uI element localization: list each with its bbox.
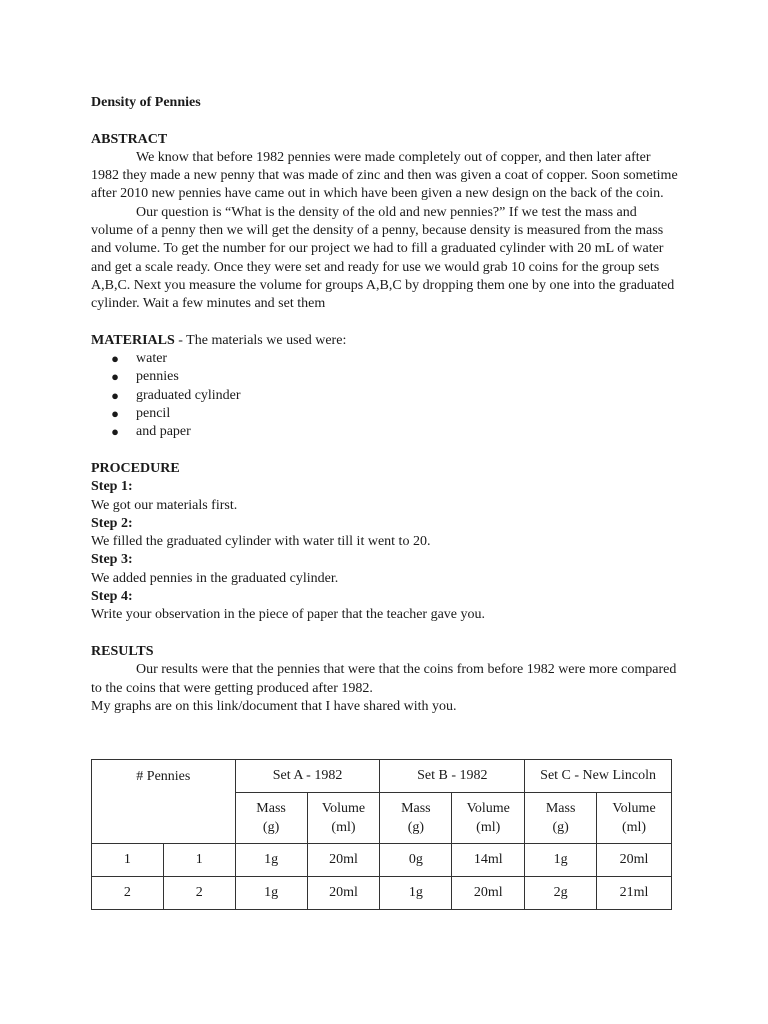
- abstract-paragraph-2: Our question is “What is the density of the old and new pennies?” If we test the mass and volume of a penny then we will get the density of a penny, because density is measured from the mass and volume. To get the number for our project we had to fill a graduated cylinder with 20 mL of water and get a scale ready. Once they were set and ready for use we would grab 10 coins for the group sets A,B,C. Next you measure the volume for groups A,B,C by dropping them one by one into the graduated cylinder. Wait a few minutes and set them: [91, 204, 675, 312]
- set-a-header: Set A - 1982: [235, 760, 380, 793]
- table-cell: 20ml: [597, 844, 672, 877]
- step-text: We got our materials first.: [91, 497, 238, 513]
- step-text: We filled the graduated cylinder with water till it went to 20.: [91, 534, 431, 550]
- table-cell: 20ml: [452, 877, 525, 910]
- spacer: [91, 112, 681, 130]
- pennies-column-header: # Pennies: [92, 760, 236, 844]
- results-table: [91, 759, 672, 910]
- materials-line: [91, 332, 681, 350]
- table-row: [92, 877, 672, 910]
- material-label: and paper: [136, 424, 191, 440]
- table-cell: 1g: [525, 844, 597, 877]
- abstract-paragraph-1: We know that before 1982 pennies were made completely out of copper, and then later after 1982 they made a new penny that was made of zinc and then was given a coat of copper. Soon sometime after 2010 new pennies have came out in which have been given a new design on the back of the coin.: [91, 149, 678, 202]
- spacer: [91, 314, 681, 332]
- spacer: [91, 625, 681, 643]
- bullet-icon: ●: [111, 424, 119, 440]
- volume-unit: (ml): [621, 820, 647, 835]
- mass-unit: (g): [552, 820, 569, 835]
- table-cell: 2: [163, 877, 235, 910]
- table-cell: 1g: [235, 877, 307, 910]
- list-item: [111, 405, 681, 423]
- abstract-heading: ABSTRACT: [91, 131, 168, 147]
- table-cell: 1g: [380, 877, 452, 910]
- volume-header: [597, 793, 672, 844]
- table-cell: 20ml: [307, 844, 380, 877]
- volume-header: [307, 793, 380, 844]
- results-heading: RESULTS: [91, 643, 154, 659]
- results-paragraph-1: Our results were that the pennies that were that the coins from before 1982 were more compared to the coins that were getting produced after 1982.: [91, 662, 677, 696]
- step-label: Step 4:: [91, 589, 133, 605]
- step-text: Write your observation in the piece of paper that the teacher gave you.: [91, 607, 485, 623]
- materials-intro: - The materials we used were:: [174, 332, 347, 348]
- material-label: water: [136, 351, 168, 367]
- step-label: Step 1:: [91, 479, 133, 495]
- mass-label: Mass: [256, 801, 286, 816]
- table-cell: 21ml: [597, 877, 672, 910]
- table-header-row: [92, 760, 672, 793]
- document-body: [91, 94, 681, 716]
- material-label: graduated cylinder: [136, 387, 241, 403]
- mass-header: [525, 793, 597, 844]
- table-cell: 1g: [235, 844, 307, 877]
- list-item: [111, 368, 681, 386]
- material-label: pennies: [136, 369, 179, 385]
- volume-label: Volume: [612, 801, 656, 816]
- results-paragraph-2: My graphs are on this link/document that I have shared with you.: [91, 698, 457, 714]
- list-item: [111, 387, 681, 405]
- volume-header: [452, 793, 525, 844]
- bullet-icon: ●: [111, 387, 119, 403]
- table-cell: 14ml: [452, 844, 525, 877]
- volume-unit: (ml): [476, 820, 501, 835]
- table-cell: 1: [92, 844, 164, 877]
- step-label: Step 3:: [91, 552, 133, 568]
- materials-list: [91, 350, 681, 441]
- bullet-icon: ●: [111, 369, 119, 385]
- table-row: [92, 844, 672, 877]
- table-cell: 2g: [525, 877, 597, 910]
- table-cell: 0g: [380, 844, 452, 877]
- table-cell: 2: [92, 877, 164, 910]
- volume-label: Volume: [321, 801, 366, 816]
- materials-heading: MATERIALS: [91, 332, 175, 348]
- set-b-header: Set B - 1982: [380, 760, 525, 793]
- mass-unit: (g): [407, 820, 425, 835]
- list-item: [111, 423, 681, 441]
- mass-header: [380, 793, 452, 844]
- step-text: We added pennies in the graduated cylinder.: [91, 570, 339, 586]
- mass-label: Mass: [401, 801, 431, 816]
- volume-unit: (ml): [331, 820, 356, 835]
- list-item: [111, 350, 681, 368]
- mass-header: [235, 793, 307, 844]
- mass-unit: (g): [262, 820, 280, 835]
- bullet-icon: ●: [111, 351, 119, 367]
- table-cell: 20ml: [307, 877, 380, 910]
- material-label: pencil: [136, 406, 171, 422]
- table-cell: 1: [163, 844, 235, 877]
- document-title: Density of Pennies: [91, 95, 201, 110]
- set-c-header: Set C - New Lincoln: [525, 760, 672, 793]
- spacer: [91, 442, 681, 460]
- bullet-icon: ●: [111, 406, 119, 422]
- procedure-heading: PROCEDURE: [91, 460, 180, 476]
- mass-label: Mass: [545, 801, 576, 816]
- volume-label: Volume: [466, 801, 510, 816]
- step-label: Step 2:: [91, 515, 133, 531]
